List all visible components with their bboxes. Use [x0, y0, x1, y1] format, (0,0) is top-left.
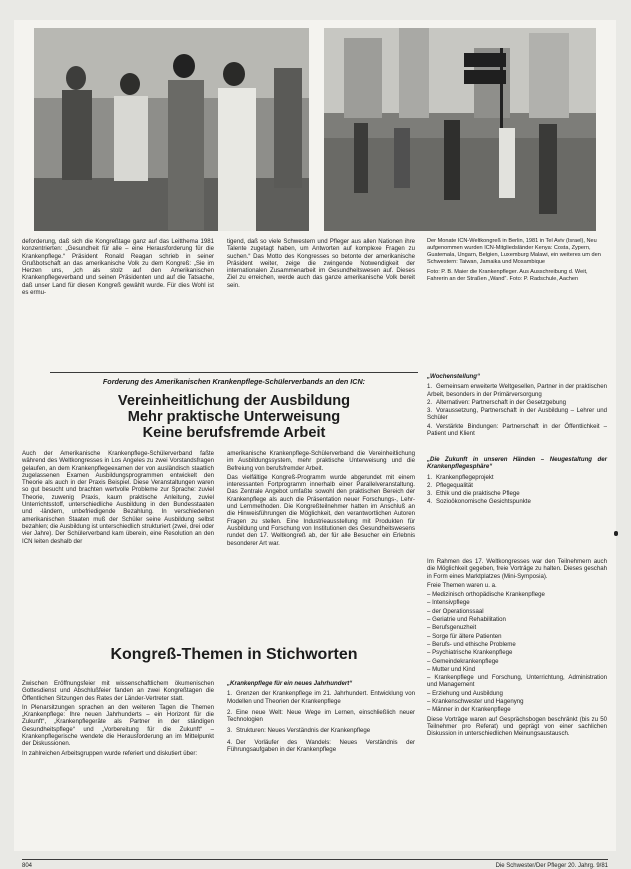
box-wuensche — [427, 373, 607, 438]
column-right-lower — [427, 558, 607, 740]
list-item: 2. Eine neue Welt: Neue Wege im Lernen, einschließlich neuer Technologien — [227, 708, 415, 724]
column-top-left — [22, 238, 214, 298]
list-item: – Geriatrie und Rehabilitation — [427, 616, 607, 623]
paragraph: In Plenarsitzungen sprachen an den weiteren Tagen die Themen „Krankenpflege: Ihre neuen Jahrhunderts – ein Horizont für die Zukunft“, „Krankenpflegeräte als Partner in der ständigen Gesundheitspflege“ und „Vorbereitung für die Zukunft“ – Krankenpflegerische wendete die Herausforderung an im Mittelpunkt der Diskussionen. — [22, 703, 214, 748]
paragraph: Zwischen Eröffnungsfeier mit wissenschaftlichem ökumenischen Gottesdienst und Abschlußfeier fanden an zwei Kongreßtagen die Öffentlichen Sitzungen des Rates der Länder-Vertreter statt. — [22, 680, 214, 702]
list-item: – Berufs- und ethische Probleme — [427, 641, 607, 648]
list-item: – Psychiatrische Krankenpflege — [427, 649, 607, 656]
list-item: 3. Strukturen: Neues Verständnis der Krankenpflege — [227, 727, 371, 735]
divider — [50, 372, 418, 373]
list-item: 1. Krankenpflegeprojekt — [427, 473, 494, 481]
list-item: – Gemeindekrankenpflege — [427, 658, 607, 665]
themes-list — [427, 591, 607, 713]
headline-line: Mehr praktische Unterweisung — [127, 409, 341, 425]
list-item: 2. Alternativen: Partnerschaft in der Gesetzgebung — [427, 398, 567, 406]
numbered-list — [427, 383, 607, 437]
list-item: – der Operationssaal — [427, 608, 607, 615]
article-headline — [54, 393, 414, 441]
list-item: – Berufsgenuzheit — [427, 624, 607, 631]
themes-label: Freie Themen waren u. a. — [427, 581, 497, 589]
list-item: – Erziehung und Ausbildung — [427, 690, 607, 697]
list-item: 3. Ethik und die praktische Pflege — [427, 490, 520, 498]
list-item: 1. Gemeinsam erweiterte Weltgesellen, Partner in der praktischen Arbeit, besonders in der Primärversorgung — [427, 383, 607, 398]
list-item: – Krankenpflege und Forschung, Unterrichtung, Administration und Management — [427, 674, 607, 689]
paragraph: amerikanische Krankenpflege-Schülerverband die Vereinheitlichung im Ausbildungssystem, mehr praktische Unterweisung und die Befreiung von berufsfremder Arbeit. — [227, 450, 415, 472]
headline-line: Keine berufsfremde Arbeit — [142, 425, 326, 441]
headline-line: Vereinheitlichung der Ausbildung — [117, 393, 351, 409]
photo-caption — [427, 238, 607, 285]
list-item: – Männer in der Krankenpflege — [427, 706, 607, 713]
box-title: „Die Zukunft in unseren Händen – Neugestaltung der Krankenpflegesphäre“ — [427, 456, 607, 471]
magazine-page — [14, 20, 616, 869]
column-top-mid — [227, 238, 415, 291]
column-mid-left — [22, 450, 214, 547]
list-item: 2. Pflegequalität — [427, 481, 473, 489]
list-item: 3. Voraussetzung, Partnerschaft in der Ausbildung – Lehrer und Schüler — [427, 407, 607, 422]
caption-credit: Foto: P. B. Maier die Krankenpfleger. Aus Ausschreibung d. Weit, Fahrerin an der Straßen „Wand“. Foto: P. Radschule, Aachen — [427, 268, 588, 282]
street-photo — [324, 28, 596, 231]
article-kicker: Forderung des Amerikanischen Krankenpflege-Schülerverbands an den ICN: — [102, 377, 366, 386]
page-number: 804 — [22, 863, 33, 869]
paragraph: Im Rahmen des 17. Weltkongresses war den Teilnehmern auch die Möglichkeit gegeben, freie Vorträge zu halten. Dieses geschah in Form eines Marktplatzes (Mini-Symposia). — [427, 558, 607, 580]
footer-rule — [22, 859, 608, 860]
list-item: 4. Sozioökonomische Gesichtspunkte — [427, 498, 531, 506]
column-bottom-left — [22, 680, 214, 759]
list-item: 1. Grenzen der Krankenpflege im 21. Jahrhundert. Entwicklung von Modellen und Theorien der Krankenpflege — [227, 690, 415, 705]
list-item: – Medizinisch orthopädische Krankenpflege — [427, 591, 607, 598]
list-item: 4. Der Vorläufer des Wandels: Neues Verständnis der Führungsaufgaben in der Krankenpflege — [227, 738, 415, 754]
list-item: – Intensivpflege — [427, 599, 607, 606]
paragraph: deforderung, daß sich die Kongreßtage ganz auf das Leitthema 1981 konzentrierten: „Gesundheit für alle – eine Herausforderung für die Krankenpflege.“ Präsident Ronald Reagan schrieb in seiner Grußbotschaft an das amerikanische Volk zu dem Kongreß: „Sie im Herzen uns, „ich als stolz auf den Amerikanischen Krankenpflegeverband und seinen Präsidenten und auf die Tatsache, daß unser Land für diesen Kongreß gewählt wurde. Für dies Wohl ist es ermu- — [22, 238, 214, 297]
section-title: Kongreß-Themen in Stichworten — [110, 646, 358, 663]
list-item: 4. Verstärkte Bindungen: Partnerschaft in der Öffentlichkeit – Patient und Klient — [427, 422, 607, 438]
margin-mark — [614, 531, 618, 536]
paragraph: Diese Vorträge waren auf Gesprächsbogen beschränkt (bis zu 50 Teilnehmer pro Referat) und geprägt von einer sachlichen Diskussion in unterschiedlichen Meinungsaustausch. — [427, 715, 607, 738]
paragraph: Auch der Amerikanische Krankenpflege-Schülerverband faßte während des Weltkongresses in Los Angeles zu zwei Vorstandsfragen gelaufen, an dem Krankenpflegeexamen der von ausländisch staatlich zugelassenen Examen Ausbildungsprogrammen entwickelt den Theorie als auch in der Praxis Beispiel. Diese Veranstaltungen waren so gut besucht und brachten wertvolle Probleme zur Sprache: zuviel Theorie, zuwenig Praxis, kaum praktische Anleitung, zuviel Unterrichtsstoff, unterschiedliche Ausbildung in den Bundesstaaten und -ländern, unbefriedigende Bezahlung. In verschiedenen amerikanischen Staaten muß der Schüler seine Ausbildung selbst bezahlen; die Ausbildung ist unterschiedlich strukturiert (zwei, drei oder vier Jahre). Der Schülerverband kam überein, eine Resolution an den ICN leiten deshalb der — [22, 450, 214, 545]
box-title: „Krankenpflege für ein neues Jahrhundert“ — [227, 680, 353, 687]
group-photo — [34, 28, 309, 231]
box-title: „Wochenstellung“ — [427, 373, 481, 380]
numbered-list — [227, 690, 415, 753]
numbered-list — [427, 474, 607, 506]
box-jahrhundert — [227, 680, 415, 757]
paragraph: In zahlreichen Arbeitsgruppen wurde referiert und diskutiert über: — [22, 749, 198, 757]
paragraph: Das vielfältige Kongreß-Programm wurde abgerundet mit einem interessanten Fortprogramm innerhalb einer Parallelveranstaltung. Das Zentrale Angebot umfaßte sowohl den praktischen Bereich der Krankenpflege als auch die Präsentation neuer Forschungs-, Lehr- und Lernmethoden. Die Kongreßteilnehmer hatten im Anschluß an die Hinweisführungen die Möglichkeit, den verantwortlichen Autoren Fragen zu stellen. Eine Industrieausstellung mit Produkten für Ausbildung und Forschung von Institutionen des Gesundheitswesens rundet den 17. Weltkongreß ab, der für alle Besucher ein Erlebnis besonderer Art war. — [227, 473, 415, 547]
box-zukunft — [427, 456, 607, 507]
column-mid-mid — [227, 450, 415, 549]
footer-source: Die Schwester/Der Pfleger 20. Jahrg. 9/81 — [495, 863, 608, 869]
paragraph: tigend, daß so viele Schwestern und Pfleger aus allen Nationen ihre Talente zugetagt haben, um Antworten auf komplexe Fragen zu suchen.“ Das Motto des Kongresses so betonte der amerikanische Präsident weiter, zeige die zwingende Notwendigkeit der internationalen Zusammenarbeit im Gesundheitswesen auf. Dieses Ziel zu erreichen, werde auch das ganze amerikanische Volk bereit sein. — [227, 238, 415, 289]
caption-text: Der Monate ICN-Weltkongreß in Berlin, 1981 in Tel Aviv (Israel), Neu aufgenommen wurden ICN-Mitgliedsländer Kenya: Costa, Zypern, Guatemala, Ungarn, Belgien, Luxemburg Malawi, ein weiteres um den Schwestern: Taiwan, Jamaika und Mosambique — [427, 238, 601, 265]
list-item: – Sorge für ältere Patienten — [427, 633, 607, 640]
list-item: – Mutter und Kind — [427, 666, 607, 673]
list-item: – Krankenschwester und Hagenyng — [427, 698, 607, 705]
